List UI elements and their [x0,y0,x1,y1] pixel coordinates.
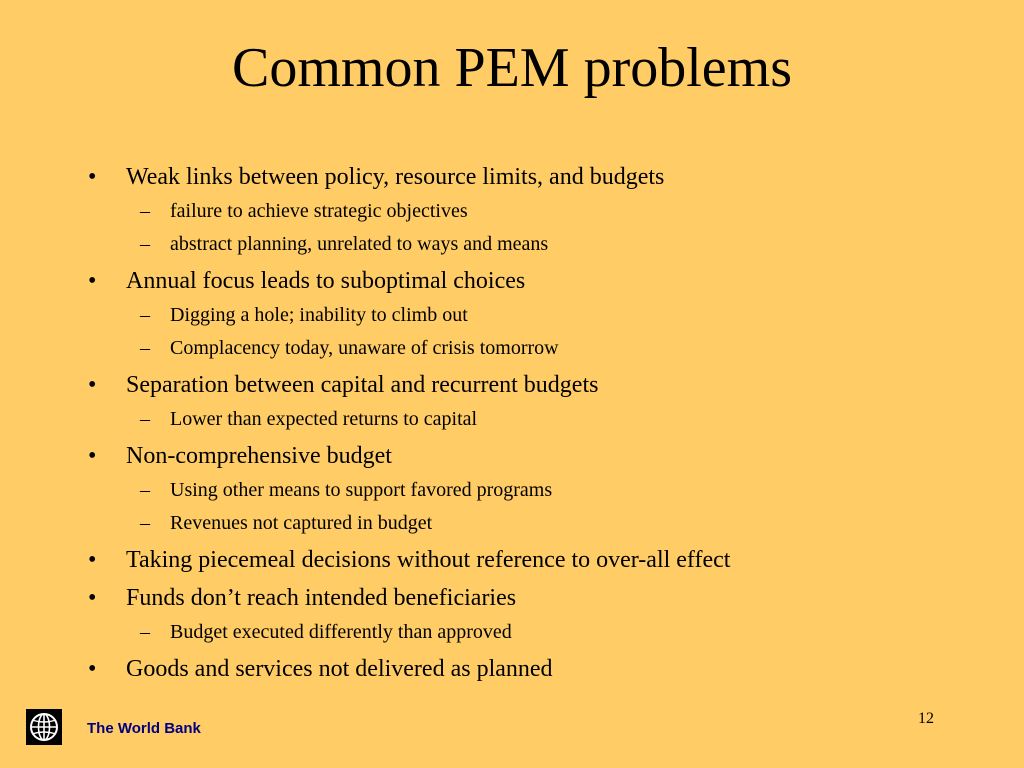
bullet-text: Weak links between policy, resource limits, and budgets [126,164,665,190]
bullet-marker: • [88,164,97,190]
page-number: 12 [918,710,934,727]
sub-bullet-marker: – [140,200,150,222]
sub-bullet-item [88,300,988,331]
sub-bullet-marker: – [140,408,150,430]
sub-bullet-marker: – [140,512,150,534]
world-bank-logo-icon [26,709,62,745]
sub-bullet-text: Digging a hole; inability to climb out [170,304,468,326]
globe-icon [26,709,62,745]
sub-bullet-item [88,333,988,364]
sub-bullet-text: Budget executed differently than approved [170,621,512,643]
sub-bullet-item [88,196,988,227]
bullet-item [88,581,988,615]
bullet-marker: • [88,268,97,294]
sub-bullet-item [88,617,988,648]
sub-bullet-marker: – [140,621,150,643]
bullet-item [88,543,988,577]
bullet-item [88,264,988,298]
footer-organization-name: The World Bank [87,720,201,737]
sub-bullet-item [88,508,988,539]
sub-bullet-marker: – [140,233,150,255]
bullet-marker: • [88,443,97,469]
sub-bullet-marker: – [140,304,150,326]
bullet-list [88,156,988,686]
sub-bullet-text: failure to achieve strategic objectives [170,200,468,222]
sub-bullet-item [88,229,988,260]
bullet-marker: • [88,656,97,682]
bullet-marker: • [88,547,97,573]
sub-bullet-item [88,404,988,435]
bullet-text: Taking piecemeal decisions without reference to over-all effect [126,547,731,573]
sub-bullet-text: Complacency today, unaware of crisis tomorrow [170,337,559,359]
bullet-item [88,652,988,686]
bullet-marker: • [88,585,97,611]
bullet-text: Funds don’t reach intended beneficiaries [126,585,517,611]
bullet-text: Goods and services not delivered as planned [126,656,553,682]
sub-bullet-marker: – [140,479,150,501]
sub-bullet-marker: – [140,337,150,359]
slide-title: Common PEM problems [231,37,793,99]
bullet-item [88,368,988,402]
bullet-item [88,439,988,473]
sub-bullet-text: Lower than expected returns to capital [170,408,478,430]
sub-bullet-text: Using other means to support favored programs [170,479,553,501]
sub-bullet-item [88,475,988,506]
bullet-text: Non-comprehensive budget [126,443,392,469]
sub-bullet-text: abstract planning, unrelated to ways and means [170,233,549,255]
bullet-text: Separation between capital and recurrent budgets [126,372,599,398]
bullet-marker: • [88,372,97,398]
bullet-text: Annual focus leads to suboptimal choices [126,268,526,294]
bullet-item [88,160,988,194]
sub-bullet-text: Revenues not captured in budget [170,512,433,534]
